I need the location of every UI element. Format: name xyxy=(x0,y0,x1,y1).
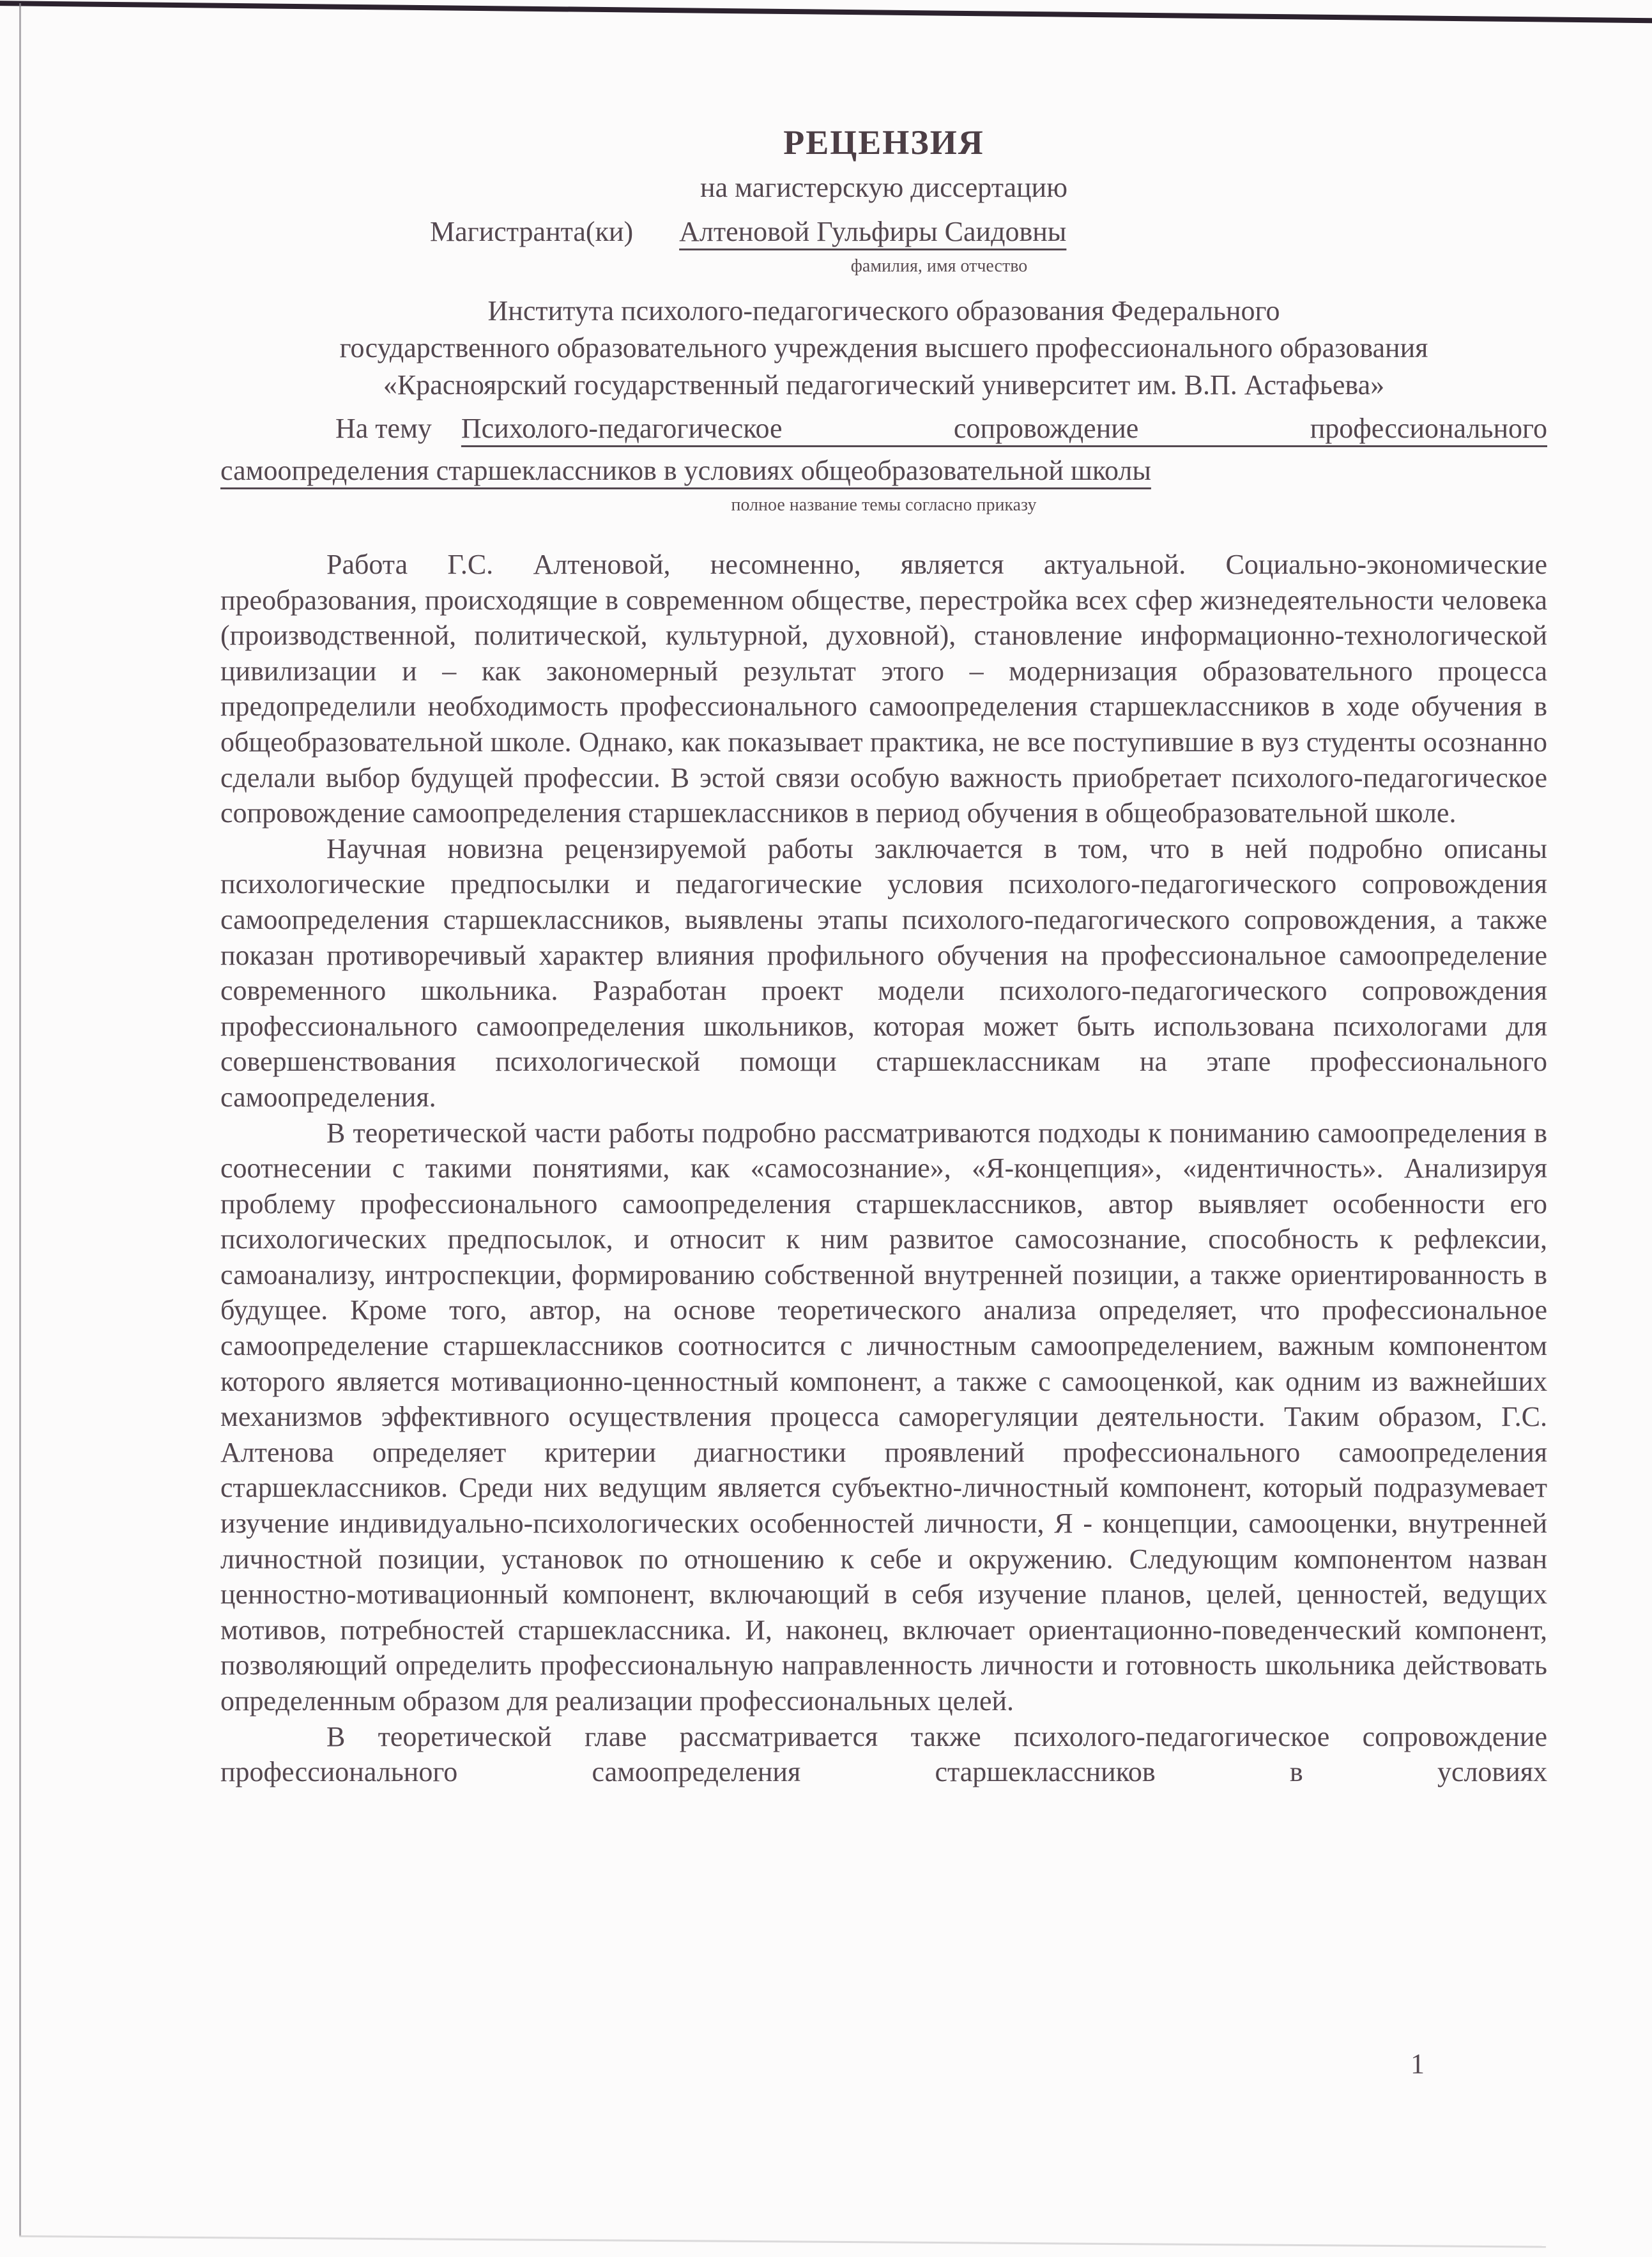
topic-title-line-2: самоопределения старшеклассников в условиях общеобразовательной школы xyxy=(220,455,1151,486)
document-subtitle: на магистерскую диссертацию xyxy=(700,172,1067,203)
topic-label: На тему xyxy=(335,413,432,444)
institute-line-1: Института психолого-педагогического образования Федерального xyxy=(487,295,1280,326)
topic-row xyxy=(220,410,1547,447)
document-content xyxy=(220,121,1547,1790)
institute-block xyxy=(220,293,1547,404)
scan-bottom-edge-line xyxy=(19,2235,1546,2248)
body-paragraph-1: Работа Г.С. Алтеновой, несомненно, является актуальной. Социально-экономические преобразования, происходящие в современном обществе, перестройка всех сфер жизнедеятельности человека (производственной, политической, культурной, духовной), становление информационно-технологической цивилизации и – как закономерный результат этого – модернизация образовательного процесса предопределили необходимость профессионального самоопределения старшеклассников в ходе обучения в общеобразовательной школе. Однако, как показывает практика, не все поступившие в вуз студенты осознанно сделали выбор будущей профессии. В эстой связи особую важность приобретает психолого-педагогическое сопровождение самоопределения старшеклассников в период обучения в общеобразовательной школе. xyxy=(220,549,1547,829)
body-paragraph-3: В теоретической части работы подробно рассматриваются подходы к пониманию самоопределения в соотнесении с такими понятиями, как «самосознание», «Я-концепция», «идентичность». Анализируя проблему профессионального самоопределения старшеклассников, автор выявляет особенности его психологических предпосылок, и относит к ним развитое самосознание, способность к рефлексии, самоанализу, интроспекции, формированию собственной внутренней позиции, а также ориентированность в будущее. Кроме того, автор, на основе теоретического анализа определяет, что профессиональное самоопределение старшеклассников соотносится с личностным самоопределением, важным компонентом которого является мотивационно-ценностный компонент, а также с самооценкой, как одним из важнейших механизмов эффективного осуществления процесса саморегуляции деятельности. Таким образом, Г.С. Алтенова определяет критерии диагностики проявлений профессионального самоопределения старшеклассников. Среди них ведущим является субъектно-личностный компонент, который подразумевает изучение индивидуально-психологических особенностей личности, Я - концепции, самооценки, внутренней личностной позиции, установок по отношению к себе и окружению. Следующим компонентом назван ценностно-мотивационный компонент, включающий в себя изучение планов, целей, ценностей, ведущих мотивов, потребностей старшеклассника. И, наконец, включает ориентационно-поведенческий компонент, позволяющий определить профессиональную направленность личности и готовность школьника действовать определенным образом для реализации профессиональных целей. xyxy=(220,1117,1547,1717)
scan-top-edge-line xyxy=(0,1,1652,24)
institute-line-2: государственного образовательного учреждения высшего профессионального образования xyxy=(339,332,1428,363)
topic-caption: полное название темы согласно приказу xyxy=(731,495,1037,515)
topic-title-line-1: Психолого-педагогическое сопровождение профессионального xyxy=(461,413,1547,444)
master-name-caption: фамилия, имя отчество xyxy=(850,256,1028,276)
master-label: Магистранта(ки) xyxy=(430,216,634,247)
topic-title-line-2-wrap xyxy=(220,452,1547,489)
institute-line-3: «Красноярский государственный педагогический университет им. В.П. Астафьева» xyxy=(383,369,1385,401)
body-paragraph-2: Научная новизна рецензируемой работы заключается в том, что в ней подробно описаны психологические предпосылки и педагогические условия психолого-педагогического сопровождения самоопределения старшеклассников, выявлены этапы психолого-педагогического сопровождения, а также показан противоречивый характер влияния профильного обучения на профессиональное самоопределение современного школьника. Разработан проект модели психолого-педагогического сопровождения профессионального самоопределения школьников, которая может быть использована психологами для совершенствования психологической помощи старшеклассникам на этапе профессионального самоопределения. xyxy=(220,832,1547,1113)
page-number: 1 xyxy=(1411,2048,1425,2079)
document-title: РЕЦЕНЗИЯ xyxy=(783,123,984,162)
scan-left-edge-line xyxy=(19,3,21,2236)
master-row xyxy=(220,213,1547,250)
body-paragraph-4: В теоретической главе рассматривается также психолого-педагогическое сопровождение профессионального самоопределения старшеклассников в условиях xyxy=(220,1720,1547,1788)
review-body xyxy=(220,547,1547,1790)
master-name: Алтеновой Гульфиры Саидовны xyxy=(679,216,1067,247)
